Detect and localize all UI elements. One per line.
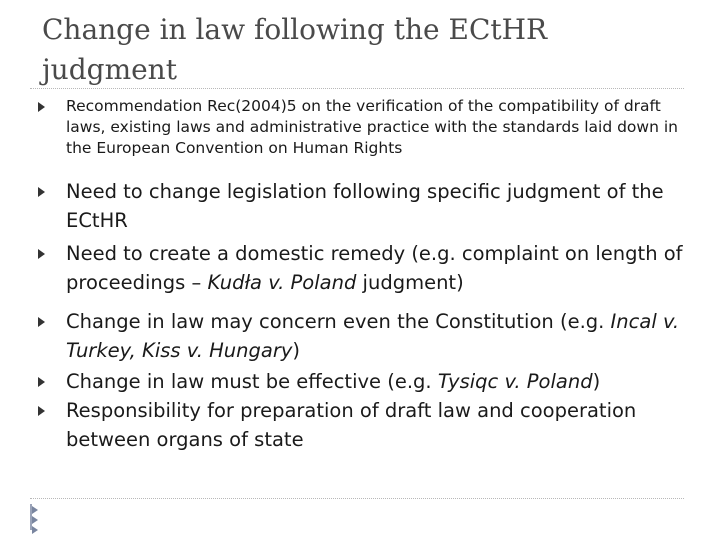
bullet-text bbox=[66, 97, 678, 157]
bullet-text-part: judgment) bbox=[356, 271, 464, 294]
case-name: Incal v. Turkey, Kiss v. Hungary bbox=[66, 310, 680, 362]
bullet-text-part: Recommendation Rec(2004)5 on the verification of the compatibility of draft laws, existing laws and administrative practice with the standards laid down in the European Convention on Human Rights bbox=[66, 97, 678, 157]
bullet-text-part: Need to change legislation following specific judgment of the ECtHR bbox=[66, 180, 664, 232]
bullet-item bbox=[32, 177, 692, 235]
triangle-bullet-icon bbox=[38, 187, 45, 197]
slide-title: Change in law following the ECtHR judgment bbox=[42, 13, 548, 86]
title-divider bbox=[30, 88, 684, 89]
bullet-text-part: ) bbox=[292, 339, 300, 362]
case-name: Kudła v. Poland bbox=[207, 271, 357, 294]
bullet-item bbox=[32, 96, 692, 159]
bullet-text-part: Need to create a domestic remedy (e.g. complaint on length of proceedings – bbox=[66, 242, 683, 294]
bullet-text bbox=[66, 242, 683, 294]
triangle-bullet-icon bbox=[38, 406, 45, 416]
nav-arrow-icon bbox=[32, 526, 38, 534]
footer-divider bbox=[30, 498, 684, 499]
bullet-text bbox=[66, 399, 636, 451]
bullet-list bbox=[32, 96, 692, 454]
bullet-text bbox=[66, 310, 679, 362]
triangle-bullet-icon bbox=[38, 317, 45, 327]
bullet-text bbox=[66, 370, 600, 393]
triangle-bullet-icon bbox=[38, 249, 45, 259]
triangle-bullet-icon bbox=[38, 102, 45, 112]
nav-arrow-icon bbox=[32, 506, 38, 514]
case-name: Tysiqc v. Poland bbox=[437, 370, 593, 393]
bullet-item bbox=[32, 307, 692, 365]
bullet-item bbox=[32, 239, 692, 297]
bullet-text-part: Change in law may concern even the Constitution (e.g. bbox=[66, 310, 611, 333]
bullet-text bbox=[66, 180, 664, 232]
nav-arrow-icon bbox=[32, 516, 38, 524]
triangle-bullet-icon bbox=[38, 377, 45, 387]
bullet-text-part: ) bbox=[592, 370, 601, 393]
bullet-text-part: Change in law must be effective (e.g. bbox=[66, 370, 438, 393]
bullet-item bbox=[32, 367, 692, 396]
bullet-item bbox=[32, 396, 692, 454]
slide-nav-icon[interactable] bbox=[32, 506, 38, 534]
bullet-text-part: Responsibility for preparation of draft law and cooperation between organs of state bbox=[66, 399, 637, 451]
